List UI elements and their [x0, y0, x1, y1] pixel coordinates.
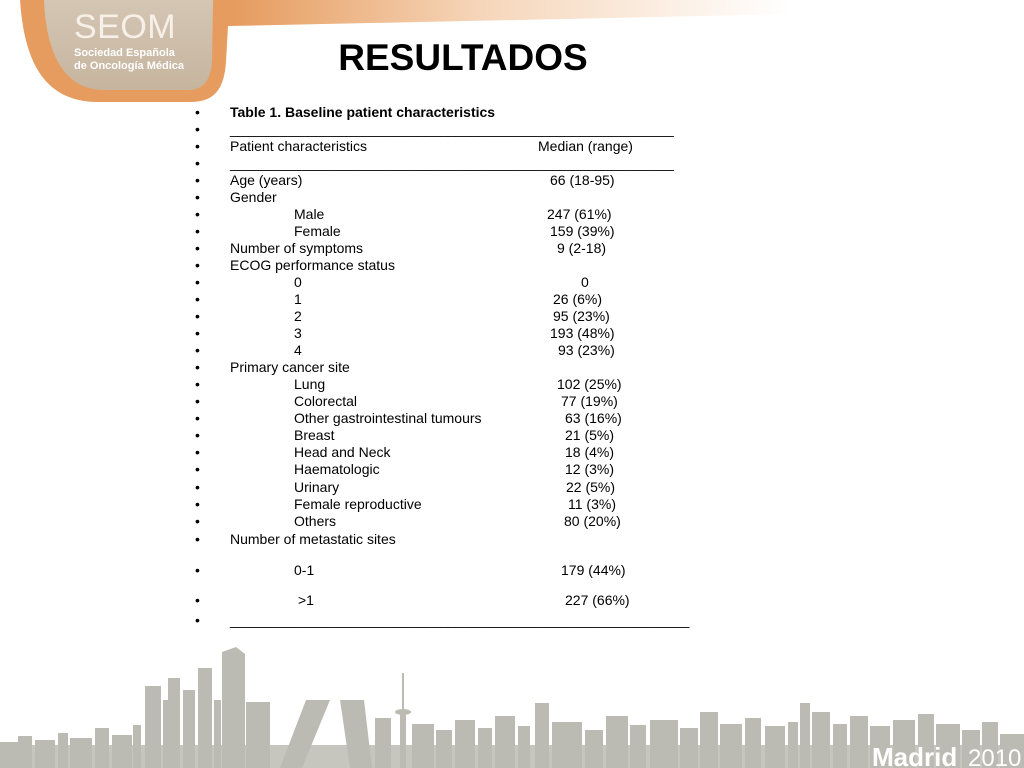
building: [833, 724, 847, 768]
row-label: ECOG performance status: [230, 257, 395, 273]
row-value: 21 (5%): [565, 427, 615, 443]
table-caption-line: [0, 103, 1024, 121]
row-symptoms: [0, 239, 1024, 257]
row-ecog-2: [0, 307, 1024, 325]
building: [585, 730, 603, 768]
row-breast: [0, 426, 1024, 444]
bullet: •: [195, 189, 200, 205]
header-label: Patient characteristics: [230, 138, 367, 154]
row-value: 93 (23%): [558, 342, 615, 358]
building: [455, 720, 475, 768]
bullet: •: [195, 240, 200, 256]
building: [745, 718, 761, 768]
row-haematologic: [0, 460, 1024, 478]
row-label: Number of metastatic sites: [230, 531, 396, 547]
slide-title: RESULTADOS: [338, 37, 588, 78]
bullet: •: [195, 206, 200, 222]
row-value: 227 (66%): [565, 592, 630, 608]
row-label: Head and Neck: [294, 444, 391, 460]
row-value: 0: [581, 274, 589, 290]
bullet: •: [195, 138, 200, 154]
row-ecog-1: [0, 290, 1024, 308]
row-label: Primary cancer site: [230, 359, 350, 375]
row-value: 80 (20%): [564, 513, 621, 529]
building: [535, 703, 549, 768]
logo-line-2: de Oncología Médica: [74, 60, 185, 72]
building: [765, 726, 785, 768]
bullet: •: [195, 325, 200, 341]
bullet: •: [195, 172, 200, 188]
bullet: •: [195, 223, 200, 239]
row-gender: [0, 188, 1024, 206]
bullet: •: [195, 274, 200, 290]
building: [412, 724, 434, 768]
table-rule-header: [0, 154, 1024, 172]
bullet: •: [195, 592, 200, 608]
bullet: •: [195, 531, 200, 547]
tv-tower-shaft: [400, 712, 406, 768]
building: [552, 722, 582, 768]
rule-line: _________________________________________________________: [230, 121, 674, 137]
row-label: Gender: [230, 189, 277, 205]
row-label: 0-1: [294, 562, 315, 578]
row-ecog: [0, 256, 1024, 274]
skyline-buildings: [0, 668, 1024, 768]
rule-line: ___________________________________________________________: [230, 612, 690, 628]
bullet: •: [195, 479, 200, 495]
row-ecog-3: [0, 324, 1024, 342]
row-label: >1: [298, 592, 314, 608]
row-label: Female reproductive: [294, 496, 422, 512]
row-label: Haematologic: [294, 461, 380, 477]
footer-city: Madrid: [872, 742, 958, 768]
bullet: •: [195, 291, 200, 307]
table-header: [0, 137, 1024, 155]
row-lung: [0, 375, 1024, 393]
bullet: •: [195, 461, 200, 477]
row-value: 22 (5%): [566, 479, 616, 495]
row-value: 102 (25%): [557, 376, 622, 392]
row-age: [0, 171, 1024, 189]
madrid-skyline: [0, 630, 1024, 768]
building: [145, 686, 161, 768]
rule-line: _________________________________________________________: [230, 155, 674, 171]
row-value: 66 (18-95): [550, 172, 615, 188]
row-label: Colorectal: [294, 393, 358, 409]
row-label: 2: [294, 308, 302, 324]
row-label: Other gastrointestinal tumours: [294, 410, 482, 426]
bullet: •: [195, 121, 200, 137]
building: [700, 712, 718, 768]
row-urinary: [0, 478, 1024, 496]
building: [630, 725, 646, 768]
row-sites-0-1: [0, 561, 1024, 579]
row-value: 247 (61%): [547, 206, 612, 222]
bullet: •: [195, 393, 200, 409]
bullet: •: [195, 308, 200, 324]
building: [133, 725, 141, 768]
building: [650, 720, 678, 768]
row-value: 159 (39%): [550, 223, 615, 239]
row-value: 12 (3%): [565, 461, 615, 477]
bullet: •: [195, 444, 200, 460]
building: [606, 716, 628, 768]
row-label: 4: [294, 342, 302, 358]
logo-line-1: Sociedad Española: [74, 47, 175, 59]
row-label: Breast: [294, 427, 335, 443]
bullet: •: [195, 359, 200, 375]
bullet: •: [195, 513, 200, 529]
bullet: •: [195, 496, 200, 512]
bullet: •: [195, 104, 200, 120]
building: [812, 712, 830, 768]
table-rule-top: [0, 120, 1024, 138]
building: [850, 716, 868, 768]
tall-tower: [222, 647, 245, 768]
building: [788, 722, 798, 768]
row-value: 179 (44%): [561, 562, 626, 578]
building: [518, 726, 530, 768]
building: [436, 730, 452, 768]
bullet: •: [195, 562, 200, 578]
bullet: •: [195, 410, 200, 426]
row-other-gi: [0, 409, 1024, 427]
row-label: Number of symptoms: [230, 240, 364, 256]
building: [214, 700, 221, 768]
building: [95, 728, 109, 768]
row-head-neck: [0, 443, 1024, 461]
row-value: 95 (23%): [553, 308, 610, 324]
bullet: •: [195, 427, 200, 443]
row-female-reproductive: [0, 495, 1024, 513]
row-female: [0, 222, 1024, 240]
building: [198, 668, 212, 768]
building: [168, 678, 180, 768]
row-metastatic-sites: [0, 530, 1024, 548]
row-value: 193 (48%): [550, 325, 615, 341]
building: [375, 718, 391, 768]
row-label: Age (years): [230, 172, 303, 188]
building: [495, 716, 515, 768]
header-value: Median (range): [538, 138, 633, 154]
row-others: [0, 512, 1024, 530]
row-colorectal: [0, 392, 1024, 410]
building: [0, 742, 18, 768]
table-rule-bottom: [0, 611, 1024, 629]
row-primary-site: [0, 358, 1024, 376]
building: [35, 740, 55, 768]
row-value: 11 (3%): [568, 496, 616, 512]
row-label: Urinary: [294, 479, 340, 495]
building: [183, 690, 195, 768]
logo-acronym: SEOM: [74, 8, 177, 46]
row-label: 1: [294, 291, 302, 307]
row-label: Male: [294, 206, 325, 222]
building: [70, 738, 92, 768]
bullet: •: [195, 376, 200, 392]
building: [720, 724, 742, 768]
bullet: •: [195, 342, 200, 358]
table-caption: Table 1. Baseline patient characteristics: [230, 104, 496, 120]
row-label: 3: [294, 325, 302, 341]
row-ecog-4: [0, 341, 1024, 359]
building: [478, 728, 492, 768]
row-value: 77 (19%): [561, 393, 618, 409]
row-ecog-0: [0, 273, 1024, 291]
row-value: 9 (2-18): [557, 240, 607, 256]
row-label: 0: [294, 274, 302, 290]
row-label: Female: [294, 223, 341, 239]
building: [246, 702, 270, 768]
building: [58, 733, 68, 768]
row-value: 63 (16%): [565, 410, 622, 426]
row-sites-gt-1: [0, 591, 1024, 609]
row-label: Lung: [294, 376, 326, 392]
bullet: •: [195, 155, 200, 171]
building: [680, 728, 698, 768]
tv-tower-spire: [402, 673, 404, 713]
row-male: [0, 205, 1024, 223]
building: [112, 735, 132, 768]
bullet: •: [195, 257, 200, 273]
row-value: 18 (4%): [565, 444, 615, 460]
row-value: 26 (6%): [553, 291, 603, 307]
building: [800, 703, 810, 768]
footer-year: 2010: [968, 745, 1022, 768]
row-label: Others: [294, 513, 337, 529]
bullet: •: [195, 612, 200, 628]
building: [18, 736, 32, 768]
